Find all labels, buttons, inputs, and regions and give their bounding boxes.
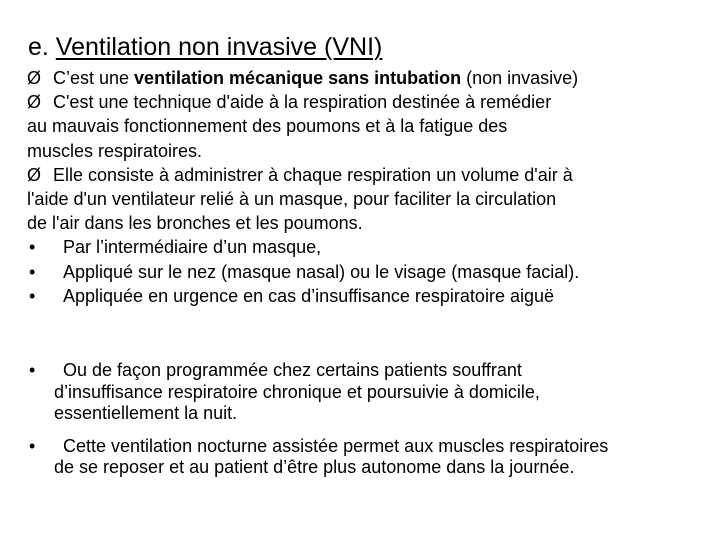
bullet-item-4-line-3: essentiellement la nuit. <box>54 403 238 424</box>
bullet-item-4-line-2: d’insuffisance respiratoire chronique et poursuivie à domicile, <box>54 381 540 402</box>
bullet-dot-icon: • <box>29 285 36 306</box>
bullet-item-5 <box>27 436 707 458</box>
arrow-item-1-pre: C’est une <box>53 68 135 88</box>
arrow-bullet-icon: Ø <box>27 92 42 113</box>
arrow-item-1 <box>27 66 707 90</box>
arrow-item-3-line-3: de l'air dans les bronches et les poumons. <box>27 213 363 234</box>
arrow-item-1-post: (non invasive) <box>461 68 579 88</box>
arrow-item-2-line-1: C'est une technique d'aide à la respiration destinée à remédier <box>53 92 552 113</box>
arrow-item-3 <box>27 163 707 187</box>
bullet-dot-icon: • <box>29 237 36 258</box>
bullet-item-2 <box>27 260 707 284</box>
arrow-item-2-line-2: au mauvais fonctionnement des poumons et à la fatigue des <box>27 116 508 137</box>
bullet-dot-icon: • <box>29 360 36 380</box>
arrow-item-3-line-2: l'aide d'un ventilateur relié à un masque, pour faciliter la circulation <box>27 188 557 209</box>
bullet-dot-icon: • <box>29 435 36 456</box>
bullet-item-5-line-1: Cette ventilation nocturne assistée permet aux muscles respiratoires <box>63 435 609 456</box>
bullet-item-3 <box>27 284 707 308</box>
title-text: Ventilation non invasive (VNI) <box>55 33 383 61</box>
bullet-item-2-text: Appliqué sur le nez (masque nasal) ou le visage (masque facial). <box>63 261 580 282</box>
bullet-item-3-text: Appliquée en urgence en cas d’insuffisance respiratoire aiguë <box>63 285 554 306</box>
bullet-item-4 <box>27 360 707 382</box>
arrow-bullet-icon: Ø <box>27 164 42 185</box>
arrow-bullet-icon: Ø <box>27 68 42 88</box>
bullet-dot-icon: • <box>29 261 36 282</box>
spacer <box>27 425 707 436</box>
arrow-item-2-line-3: muscles respiratoires. <box>27 140 203 161</box>
bullet-item-4-line-1: Ou de façon programmée chez certains patients souffrant <box>63 360 522 380</box>
slide-title <box>28 30 382 64</box>
arrow-item-1-bold: ventilation mécanique sans intubation <box>134 68 462 88</box>
content-body <box>27 66 707 308</box>
bullet-item-1-text: Par l’intermédiaire d’un masque, <box>63 237 322 258</box>
bullet-item-5-line-2: de se reposer et au patient d’être plus autonome dans la journée. <box>54 457 575 478</box>
title-prefix: e. <box>28 33 56 61</box>
content-body-lower <box>27 360 707 479</box>
arrow-item-2 <box>27 90 707 114</box>
arrow-item-3-line-1: Elle consiste à administrer à chaque respiration un volume d'air à <box>53 164 573 185</box>
bullet-item-1 <box>27 235 707 259</box>
